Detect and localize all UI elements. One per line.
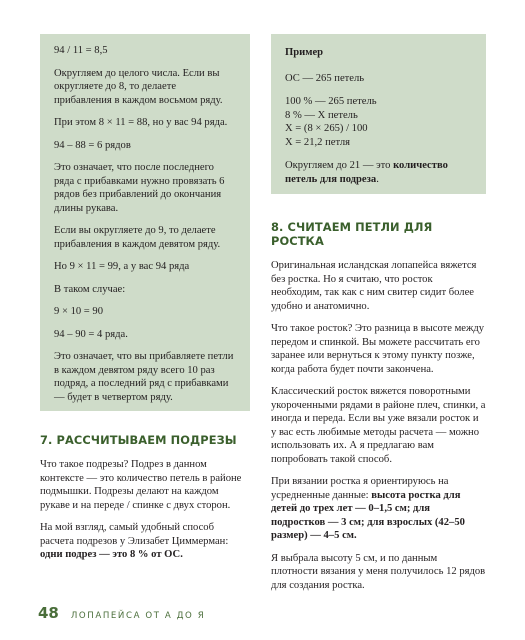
section-7-heading: 7. РАССЧИТЫВАЕМ ПОДРЕЗЫ xyxy=(40,433,237,447)
section-8-paragraph: Классический росток вяжется поворотными укороченными рядами в районе плеч, спинки, а иногда и переда. Если вы уже вязали росток и у вас есть любимые методы расчета — можно использовать их. А я предлагаю вам попробовать такой способ. xyxy=(271,386,486,465)
calc-paragraph: Это означает, что вы прибавляете петли в каждом девятом ряду всего 10 раз подряд, а последний ряд с прибавками — будет в четвертом ряду. xyxy=(54,351,234,403)
example-period: . xyxy=(376,173,379,185)
calc-paragraph: Это означает, что после последнего ряда с прибавками нужно провязать 6 рядов без прибавлений до окончания длины рукава. xyxy=(54,162,225,214)
section-8-heading: 8. СЧИТАЕМ ПЕТЛИ ДЛЯ РОСТКА xyxy=(271,220,433,248)
section-8-paragraph: Что такое росток? Это разница в высоте между передом и спинкой. Вы можете рассчитать его заранее или вернуться к этому пункту позже, когда работа будет почти закончена. xyxy=(271,323,485,375)
calc-paragraph: При этом 8 × 11 = 88, но у вас 94 ряда. xyxy=(54,117,228,128)
calc-line: 94 / 11 = 8,5 xyxy=(54,45,108,56)
running-title: ЛОПАПЕЙСА ОТ А ДО Я xyxy=(70,611,206,621)
section-8-paragraph: Оригинальная исландская лопапейса вяжется без ростка. Но я считаю, что росток необходим, так как с ним свитер сидит более удобно и анатомично. xyxy=(271,260,477,312)
example-emphasis: количество петель для подреза xyxy=(285,160,448,185)
calc-line: 9 × 10 = 90 xyxy=(54,306,104,317)
left-column xyxy=(40,34,250,571)
calc-line: 94 – 90 = 4 ряда. xyxy=(54,328,128,340)
calc-line: В таком случае: xyxy=(54,283,126,295)
example-conclusion xyxy=(285,159,472,186)
calc-paragraph: Если вы округляете до 9, то делаете прибавления в каждом девятом ряду. xyxy=(54,225,221,250)
section-7-paragraph: Что такое подрезы? Подрез в данном контексте — это количество петель в районе подмышки. Подрезы делают на каждом рукаве и на переде / спинке с двух сторон. xyxy=(40,459,242,511)
example-line: 8 % — X петель xyxy=(285,109,358,121)
right-column xyxy=(271,34,486,601)
example-title: Пример xyxy=(285,47,324,58)
example-line: X = 21,2 петля xyxy=(285,136,351,148)
calc-line: Но 9 × 11 = 99, а у вас 94 ряда xyxy=(54,261,190,272)
section-7-text: На мой взгляд, самый удобный способ расчета подрезов у Элизабет Циммерман: xyxy=(40,522,229,547)
section-8-paragraph: Я выбрала высоту 5 см, и по данным плотности вязания у меня получилось 12 рядов для создания ростка. xyxy=(271,552,486,591)
section-8-paragraph xyxy=(271,475,486,543)
section-7-paragraph xyxy=(40,521,250,562)
example-line: X = (8 × 265) / 100 xyxy=(285,123,368,134)
section-8-emphasis: высота ростка для детей до трех лет — 0–1,5 см; для подростков — 3 см; для взрослых (42–50 размер) — 4–5 см. xyxy=(271,489,465,541)
example-line: ОС — 265 петель xyxy=(285,72,365,84)
example-box xyxy=(271,34,486,194)
section-8-text: При вязании ростка я ориентируюсь на усредненные данные: xyxy=(271,476,449,501)
page-footer xyxy=(38,604,205,622)
example-text: Округляем до 21 — это xyxy=(285,160,394,171)
calc-line: 94 – 88 = 6 рядов xyxy=(54,139,131,151)
section-7-emphasis: одни подрез — это 8 % от ОС. xyxy=(40,549,183,560)
example-line: 100 % — 265 петель xyxy=(285,96,377,107)
page-number: 48 xyxy=(38,604,59,622)
calculation-box xyxy=(40,34,250,411)
calc-paragraph: Округляем до целого числа. Если вы округляете до 8, то делаете прибавления в каждом восьмом ряду. xyxy=(54,67,223,106)
